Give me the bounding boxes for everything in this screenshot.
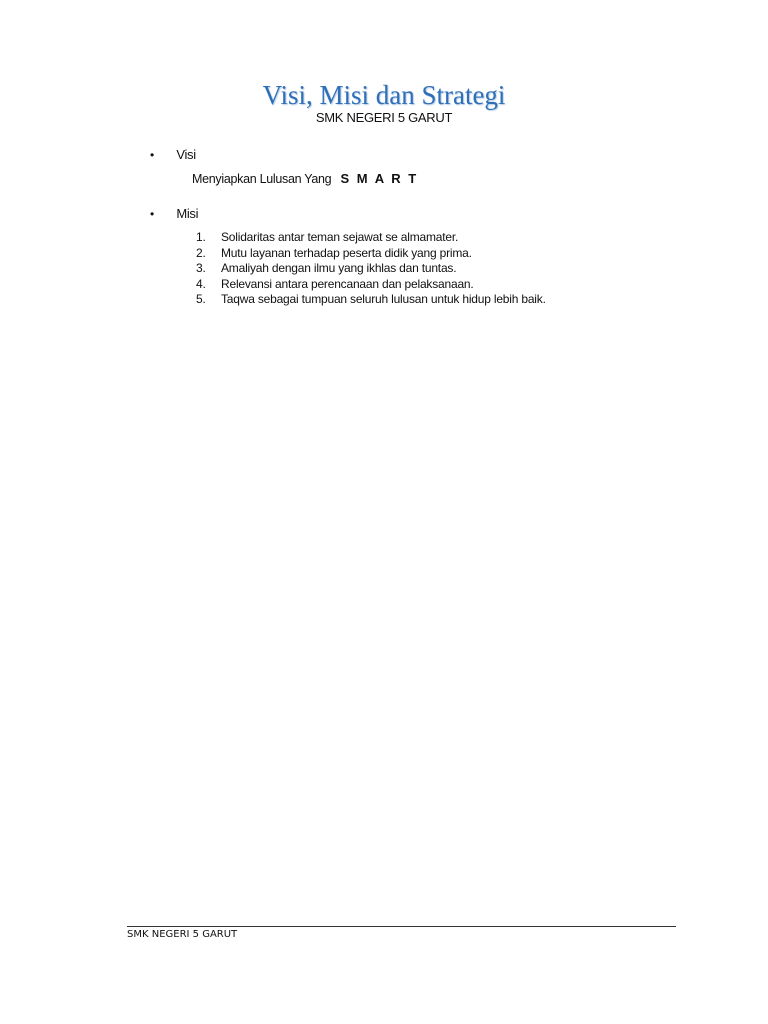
list-number: 3. bbox=[196, 261, 206, 276]
list-number: 1. bbox=[196, 230, 206, 244]
list-item bbox=[196, 292, 546, 308]
document-title: Visi, Misi dan Strategi bbox=[262, 80, 506, 110]
list-item bbox=[196, 277, 546, 293]
list-number: 4. bbox=[196, 276, 206, 291]
list-item bbox=[196, 261, 546, 277]
visi-heading: Visi bbox=[176, 147, 196, 162]
list-number: 2. bbox=[196, 245, 206, 260]
footer-divider bbox=[127, 926, 676, 927]
bullet-icon: • bbox=[150, 207, 154, 221]
list-text: Mutu layanan terhadap peserta didik yang prima. bbox=[221, 245, 472, 260]
list-text: Amaliyah dengan ilmu yang ikhlas dan tuntas. bbox=[221, 261, 457, 276]
list-item bbox=[196, 230, 546, 246]
list-text: Relevansi antara perencanaan dan pelaksanaan. bbox=[221, 276, 474, 291]
document-subtitle: SMK NEGERI 5 GARUT bbox=[315, 110, 453, 125]
list-text: Solidaritas antar teman sejawat se almamater. bbox=[221, 230, 459, 244]
list-text: Taqwa sebagai tumpuan seluruh lulusan untuk hidup lebih baik. bbox=[221, 292, 546, 307]
misi-heading: Misi bbox=[176, 206, 199, 221]
visi-statement bbox=[192, 171, 418, 186]
visi-text: Menyiapkan Lulusan Yang bbox=[192, 172, 332, 186]
misi-list bbox=[196, 230, 546, 308]
bullet-icon: • bbox=[150, 148, 154, 162]
list-item bbox=[196, 246, 546, 262]
visi-emphasis: S M A R T bbox=[340, 171, 419, 186]
misi-section bbox=[150, 206, 198, 221]
list-number: 5. bbox=[196, 292, 206, 307]
footer-text: SMK NEGERI 5 GARUT bbox=[127, 929, 238, 940]
visi-section bbox=[150, 147, 196, 162]
